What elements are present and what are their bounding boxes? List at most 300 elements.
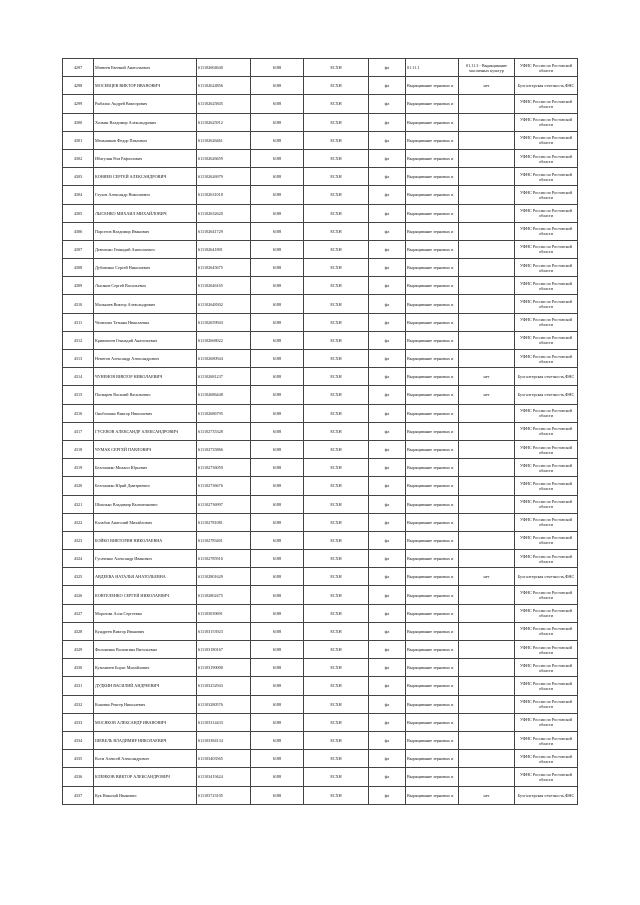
okved-section-cell	[459, 113, 515, 131]
tax-regime-cell: ЕСХН	[304, 513, 369, 531]
inn-number-cell: 611102781081	[197, 513, 251, 531]
row-number-cell: 4336	[63, 768, 94, 786]
activity-description-cell: 01.11.1	[406, 59, 459, 77]
entity-type-cell: фл	[369, 295, 406, 313]
tax-code-cell: 6188	[251, 786, 304, 804]
table-row	[63, 513, 578, 531]
inn-number-cell: 611102645675	[197, 259, 251, 277]
tax-code-cell: 6188	[251, 586, 304, 604]
tax-regime-cell: ЕСХН	[304, 95, 369, 113]
tax-regime-cell: ЕСХН	[304, 677, 369, 695]
entity-type-cell: фл	[369, 331, 406, 349]
tax-regime-cell: ЕСХН	[304, 386, 369, 404]
source-organization-cell: УФНС России по Ростовской области	[515, 295, 578, 313]
entity-type-cell: фл	[369, 149, 406, 167]
source-organization-cell: УФНС России по Ростовской области	[515, 95, 578, 113]
tax-code-cell: 6188	[251, 204, 304, 222]
source-organization-cell: УФНС России по Ростовской области	[515, 513, 578, 531]
row-number-cell: 4318	[63, 440, 94, 458]
table-row	[63, 350, 578, 368]
activity-description-cell: Выращивание зерновых и	[406, 641, 459, 659]
person-name-cell: Гусаченко Александр Иванович	[94, 550, 197, 568]
activity-description-cell: Выращивание зерновых и	[406, 440, 459, 458]
inn-number-cell: 611102735866	[197, 440, 251, 458]
tax-regime-cell: ЕСХН	[304, 131, 369, 149]
entity-type-cell: фл	[369, 550, 406, 568]
entity-type-cell: фл	[369, 513, 406, 531]
row-number-cell: 4324	[63, 550, 94, 568]
activity-description-cell: Выращивание зерновых и	[406, 713, 459, 731]
tax-code-cell: 6188	[251, 695, 304, 713]
source-organization-cell: УФНС России по Ростовской области	[515, 695, 578, 713]
activity-description-cell: Выращивание зерновых и	[406, 513, 459, 531]
entity-type-cell: фл	[369, 259, 406, 277]
row-number-cell: 4298	[63, 77, 94, 95]
table-row	[63, 731, 578, 749]
inn-number-cell: 611102802475	[197, 586, 251, 604]
inn-number-cell: 611103723105	[197, 786, 251, 804]
source-organization-cell: УФНС России по Ростовской области	[515, 586, 578, 604]
tax-code-cell: 6188	[251, 240, 304, 258]
tax-code-cell: 6188	[251, 168, 304, 186]
row-number-cell: 4308	[63, 259, 94, 277]
tax-regime-cell: ЕСХН	[304, 768, 369, 786]
entity-type-cell: фл	[369, 386, 406, 404]
activity-description-cell: Выращивание зерновых и	[406, 240, 459, 258]
source-organization-cell: УФНС России по Ростовской области	[515, 750, 578, 768]
row-number-cell: 4331	[63, 677, 94, 695]
okved-section-cell	[459, 713, 515, 731]
inn-number-cell: 611102736676	[197, 477, 251, 495]
tax-code-cell: 6188	[251, 531, 304, 549]
inn-number-cell: 611103180167	[197, 641, 251, 659]
entity-type-cell: фл	[369, 641, 406, 659]
entity-type-cell: фл	[369, 604, 406, 622]
inn-number-cell: 611103190000	[197, 659, 251, 677]
row-number-cell: 4327	[63, 604, 94, 622]
table-row	[63, 204, 578, 222]
source-organization-cell: Бухгалтерская отчетность,ФНС	[515, 368, 578, 386]
okved-section-cell: 01.11.3 - Выращивание масличных культур	[459, 59, 515, 77]
table-row	[63, 550, 578, 568]
entity-type-cell: фл	[369, 204, 406, 222]
source-organization-cell: УФНС России по Ростовской области	[515, 677, 578, 695]
inn-number-cell: 611102785916	[197, 550, 251, 568]
person-name-cell: Пасмарев Василий Васильевич	[94, 386, 197, 404]
entity-type-cell: фл	[369, 95, 406, 113]
tax-code-cell: 6188	[251, 513, 304, 531]
activity-description-cell: Выращивание зерновых и	[406, 550, 459, 568]
tax-regime-cell: ЕСХН	[304, 222, 369, 240]
okved-section-cell	[459, 422, 515, 440]
activity-description-cell: Выращивание зерновых и	[406, 168, 459, 186]
person-name-cell: Глухов Александр Николаевич	[94, 186, 197, 204]
person-name-cell: Чепилова Татьяна Николаевна	[94, 313, 197, 331]
activity-description-cell: Выращивание зерновых и	[406, 568, 459, 586]
tax-regime-cell: ЕСХН	[304, 495, 369, 513]
tax-regime-cell: ЕСХН	[304, 240, 369, 258]
table-row	[63, 422, 578, 440]
activity-description-cell: Выращивание зерновых и	[406, 204, 459, 222]
table-row	[63, 713, 578, 731]
person-name-cell: КОНЯЕВ СЕРГЕЙ АЛЕКСАНДРОВИЧ	[94, 168, 197, 186]
source-organization-cell: УФНС России по Ростовской области	[515, 459, 578, 477]
entity-type-cell: фл	[369, 350, 406, 368]
okved-section-cell	[459, 149, 515, 167]
tax-regime-cell: ЕСХН	[304, 77, 369, 95]
tax-regime-cell: ЕСХН	[304, 404, 369, 422]
activity-description-cell: Выращивание зерновых и	[406, 404, 459, 422]
okved-section-cell	[459, 440, 515, 458]
okved-section-cell	[459, 750, 515, 768]
inn-number-cell: 611102625845	[197, 95, 251, 113]
okved-section-cell	[459, 550, 515, 568]
source-organization-cell: УФНС России по Ростовской области	[515, 204, 578, 222]
activity-description-cell: Выращивание зерновых и	[406, 768, 459, 786]
tax-regime-cell: ЕСХН	[304, 568, 369, 586]
row-number-cell: 4311	[63, 313, 94, 331]
activity-description-cell: Выращивание зерновых и	[406, 695, 459, 713]
entity-type-cell: фл	[369, 586, 406, 604]
tax-code-cell: 6188	[251, 313, 304, 331]
entity-type-cell: фл	[369, 459, 406, 477]
tax-regime-cell: ЕСХН	[304, 277, 369, 295]
row-number-cell: 4326	[63, 586, 94, 604]
row-number-cell: 4330	[63, 659, 94, 677]
okved-section-cell	[459, 313, 515, 331]
table-row	[63, 477, 578, 495]
entity-type-cell: фл	[369, 313, 406, 331]
row-number-cell: 4307	[63, 240, 94, 258]
table-row	[63, 277, 578, 295]
table-row	[63, 131, 578, 149]
tax-regime-cell: ЕСХН	[304, 786, 369, 804]
table-row	[63, 586, 578, 604]
person-name-cell: Кундреев Виктор Иванович	[94, 622, 197, 640]
person-name-cell: Оноблишко Виктор Николаевич	[94, 404, 197, 422]
activity-description-cell: Выращивание зерновых и	[406, 277, 459, 295]
source-organization-cell: УФНС России по Ростовской области	[515, 422, 578, 440]
table-row	[63, 568, 578, 586]
okved-section-cell	[459, 495, 515, 513]
source-organization-cell: УФНС России по Ростовской области	[515, 59, 578, 77]
row-number-cell: 4304	[63, 186, 94, 204]
activity-description-cell: Выращивание зерновых и	[406, 495, 459, 513]
person-name-cell: МОСЕВЦЕВ ВИКТОР ИВАНОВИЧ	[94, 77, 197, 95]
source-organization-cell: УФНС России по Ростовской области	[515, 531, 578, 549]
tax-code-cell: 6188	[251, 77, 304, 95]
person-name-cell: КЛЕНКОВ ВИКТОР АЛЕКСАНДРОВИЧ	[94, 768, 197, 786]
person-name-cell: Коновко Ренгер Николаевич	[94, 695, 197, 713]
okved-section-cell	[459, 659, 515, 677]
entity-type-cell: фл	[369, 113, 406, 131]
activity-description-cell: Выращивание зерновых и	[406, 259, 459, 277]
tax-code-cell: 6188	[251, 368, 304, 386]
entity-type-cell: фл	[369, 495, 406, 513]
table-row	[63, 259, 578, 277]
source-organization-cell: УФНС России по Ростовской области	[515, 550, 578, 568]
okved-section-cell	[459, 222, 515, 240]
entity-type-cell: фл	[369, 59, 406, 77]
row-number-cell: 4319	[63, 459, 94, 477]
source-organization-cell: УФНС России по Ростовской области	[515, 604, 578, 622]
okved-section-cell	[459, 677, 515, 695]
inn-number-cell: 611102646165	[197, 277, 251, 295]
person-name-cell: Морозова Алла Сергеевна	[94, 604, 197, 622]
source-organization-cell: УФНС России по Ростовской области	[515, 768, 578, 786]
source-organization-cell: УФНС России по Ростовской области	[515, 440, 578, 458]
tax-code-cell: 6188	[251, 331, 304, 349]
tax-regime-cell: ЕСХН	[304, 368, 369, 386]
person-name-cell: Дубовенко Сергей Николаевич	[94, 259, 197, 277]
table-row	[63, 677, 578, 695]
tax-code-cell: 6188	[251, 59, 304, 77]
okved-section-cell	[459, 604, 515, 622]
inn-number-cell: 611103252943	[197, 677, 251, 695]
tax-code-cell: 6188	[251, 186, 304, 204]
row-number-cell: 4337	[63, 786, 94, 804]
tax-code-cell: 6188	[251, 259, 304, 277]
source-organization-cell: УФНС России по Ростовской области	[515, 331, 578, 349]
table-row	[63, 659, 578, 677]
table-row	[63, 750, 578, 768]
entity-type-cell: фл	[369, 731, 406, 749]
source-organization-cell: УФНС России по Ростовской области	[515, 222, 578, 240]
person-name-cell: Малышев Виктор Александрович	[94, 295, 197, 313]
tax-regime-cell: ЕСХН	[304, 422, 369, 440]
source-organization-cell: УФНС России по Ростовской области	[515, 659, 578, 677]
tax-regime-cell: ЕСХН	[304, 113, 369, 131]
inn-number-cell: 611102680944	[197, 350, 251, 368]
inn-number-cell: 611102626461	[197, 131, 251, 149]
person-name-cell: Белоножко Михаил Юрьевич	[94, 459, 197, 477]
tax-code-cell: 6188	[251, 295, 304, 313]
okved-section-cell	[459, 240, 515, 258]
source-organization-cell: УФНС России по Ростовской области	[515, 495, 578, 513]
table-row	[63, 459, 578, 477]
source-organization-cell: УФНС России по Ростовской области	[515, 477, 578, 495]
inn-number-cell: 611102625912	[197, 113, 251, 131]
tax-code-cell: 6188	[251, 386, 304, 404]
inn-number-cell: 611102659943	[197, 313, 251, 331]
person-name-cell: Матвеев Евгений Анатольевич	[94, 59, 197, 77]
tax-regime-cell: ЕСХН	[304, 622, 369, 640]
entity-type-cell: фл	[369, 531, 406, 549]
row-number-cell: 4322	[63, 513, 94, 531]
activity-description-cell: Выращивание зерновых и	[406, 131, 459, 149]
row-number-cell: 4297	[63, 59, 94, 77]
table-row	[63, 404, 578, 422]
row-number-cell: 4332	[63, 695, 94, 713]
tax-regime-cell: ЕСХН	[304, 204, 369, 222]
source-organization-cell: УФНС России по Ростовской области	[515, 149, 578, 167]
tax-regime-cell: ЕСХН	[304, 477, 369, 495]
table-row	[63, 168, 578, 186]
tax-code-cell: 6188	[251, 677, 304, 695]
inn-number-cell: 611102604640	[197, 59, 251, 77]
row-number-cell: 4310	[63, 295, 94, 313]
person-name-cell: БОЙКО ВИКТОРИЯ НИКОЛАЕВНА	[94, 531, 197, 549]
entity-type-cell: фл	[369, 659, 406, 677]
person-name-cell: ШЕВЕЛЬ ВЛАДИМИР НИКОЛАЕВИЧ	[94, 731, 197, 749]
person-name-cell: АВДЕЕВА НАТАЛЬЯ АНАТОЛЬЕВНА	[94, 568, 197, 586]
source-organization-cell: УФНС России по Ростовской области	[515, 259, 578, 277]
activity-description-cell: Выращивание зерновых и	[406, 459, 459, 477]
activity-description-cell: Выращивание зерновых и	[406, 77, 459, 95]
person-name-cell: Кальбов Анатолий Михайлович	[94, 513, 197, 531]
person-name-cell: Демченко Геннадий Анатольевич	[94, 240, 197, 258]
tax-regime-cell: ЕСХН	[304, 586, 369, 604]
tax-code-cell: 6188	[251, 95, 304, 113]
registry-table	[62, 58, 578, 805]
inn-number-cell: 611102648302	[197, 295, 251, 313]
table-row	[63, 768, 578, 786]
tax-code-cell: 6188	[251, 622, 304, 640]
person-name-cell: Белоножко Юрий Дмитриевич	[94, 477, 197, 495]
table-row	[63, 77, 578, 95]
row-number-cell: 4323	[63, 531, 94, 549]
person-name-cell: ГУСЕВОВ АЛЕКСАНДР АЛЕКСАНДРОВИЧ	[94, 422, 197, 440]
okved-section-cell	[459, 350, 515, 368]
tax-regime-cell: ЕСХН	[304, 459, 369, 477]
inn-number-cell: 611102631018	[197, 186, 251, 204]
tax-regime-cell: ЕСХН	[304, 313, 369, 331]
row-number-cell: 4300	[63, 113, 94, 131]
tax-code-cell: 6188	[251, 422, 304, 440]
entity-type-cell: фл	[369, 677, 406, 695]
entity-type-cell: фл	[369, 186, 406, 204]
tax-code-cell: 6188	[251, 750, 304, 768]
tax-code-cell: 6188	[251, 149, 304, 167]
source-organization-cell: УФНС России по Ростовской области	[515, 641, 578, 659]
source-organization-cell: УФНС России по Ростовской области	[515, 313, 578, 331]
tax-regime-cell: ЕСХН	[304, 350, 369, 368]
row-number-cell: 4328	[63, 622, 94, 640]
source-organization-cell: УФНС России по Ростовской области	[515, 186, 578, 204]
person-name-cell: ЛЫСЕНКО МИХАИЛ МИХАЙЛОВИЧ	[94, 204, 197, 222]
inn-number-cell: 611102686795	[197, 404, 251, 422]
okved-section-cell: нет	[459, 786, 515, 804]
activity-description-cell: Выращивание зерновых и	[406, 295, 459, 313]
person-name-cell: Кузьмичев Борис Михайлович	[94, 659, 197, 677]
okved-section-cell	[459, 622, 515, 640]
row-number-cell: 4329	[63, 641, 94, 659]
inn-number-cell: 611102626659	[197, 149, 251, 167]
activity-description-cell: Выращивание зерновых и	[406, 659, 459, 677]
table-row	[63, 149, 578, 167]
tax-code-cell: 6188	[251, 459, 304, 477]
activity-description-cell: Выращивание зерновых и	[406, 677, 459, 695]
activity-description-cell: Выращивание зерновых и	[406, 750, 459, 768]
person-name-cell: Ибатулин Ром Рафаэлович	[94, 149, 197, 167]
activity-description-cell: Выращивание зерновых и	[406, 386, 459, 404]
activity-description-cell: Выращивание зерновых и	[406, 186, 459, 204]
tax-code-cell: 6188	[251, 113, 304, 131]
tax-code-cell: 6188	[251, 495, 304, 513]
row-number-cell: 4315	[63, 386, 94, 404]
row-number-cell: 4316	[63, 404, 94, 422]
inn-number-cell: 611103314433	[197, 713, 251, 731]
table-row	[63, 186, 578, 204]
okved-section-cell	[459, 277, 515, 295]
inn-number-cell: 611102641801	[197, 240, 251, 258]
entity-type-cell: фл	[369, 240, 406, 258]
okved-section-cell	[459, 259, 515, 277]
inn-number-cell: 611102641729	[197, 222, 251, 240]
tax-regime-cell: ЕСХН	[304, 531, 369, 549]
inn-number-cell: 611103039691	[197, 604, 251, 622]
entity-type-cell: фл	[369, 786, 406, 804]
tax-code-cell: 6188	[251, 659, 304, 677]
row-number-cell: 4302	[63, 149, 94, 167]
inn-number-cell: 611102736997	[197, 495, 251, 513]
okved-section-cell	[459, 168, 515, 186]
table-row	[63, 786, 578, 804]
source-organization-cell: Бухгалтерская отчетность,ФНС	[515, 77, 578, 95]
person-name-cell: Рыбалко Андрей Викторович	[94, 95, 197, 113]
row-number-cell: 4334	[63, 731, 94, 749]
tax-code-cell: 6188	[251, 404, 304, 422]
person-name-cell: ЧУНЕНОВ ВИКТОР НИКОЛАЕВИЧ	[94, 368, 197, 386]
activity-description-cell: Выращивание зерновых и	[406, 331, 459, 349]
okved-section-cell	[459, 513, 515, 531]
tax-regime-cell: ЕСХН	[304, 641, 369, 659]
okved-section-cell	[459, 186, 515, 204]
person-name-cell: ЧУМАК СЕРГЕЙ ПАВЛОВИЧ	[94, 440, 197, 458]
row-number-cell: 4321	[63, 495, 94, 513]
tax-regime-cell: ЕСХН	[304, 259, 369, 277]
table-row	[63, 240, 578, 258]
okved-section-cell	[459, 731, 515, 749]
activity-description-cell: Выращивание зерновых и	[406, 350, 459, 368]
activity-description-cell: Выращивание зерновых и	[406, 786, 459, 804]
source-organization-cell: УФНС России по Ростовской области	[515, 168, 578, 186]
row-number-cell: 4333	[63, 713, 94, 731]
person-name-cell: Холкин Владимир Александрович	[94, 113, 197, 131]
okved-section-cell	[459, 331, 515, 349]
okved-section-cell	[459, 641, 515, 659]
tax-code-cell: 6188	[251, 222, 304, 240]
table-row	[63, 222, 578, 240]
tax-regime-cell: ЕСХН	[304, 731, 369, 749]
activity-description-cell: Выращивание зерновых и	[406, 477, 459, 495]
activity-description-cell: Выращивание зерновых и	[406, 113, 459, 131]
okved-section-cell	[459, 95, 515, 113]
tax-regime-cell: ЕСХН	[304, 186, 369, 204]
activity-description-cell: Выращивание зерновых и	[406, 731, 459, 749]
inn-number-cell: 611103153923	[197, 622, 251, 640]
person-name-cell: МОСЯКОВ АЛЕКСАНДР ИВАНОВИЧ	[94, 713, 197, 731]
okved-section-cell	[459, 695, 515, 713]
okved-section-cell	[459, 404, 515, 422]
person-name-cell: Филоненко Валентина Витальевна	[94, 641, 197, 659]
activity-description-cell: Выращивание зерновых и	[406, 622, 459, 640]
person-name-cell: Кук Николай Иванович	[94, 786, 197, 804]
tax-regime-cell: ЕСХН	[304, 695, 369, 713]
entity-type-cell: фл	[369, 768, 406, 786]
tax-code-cell: 6188	[251, 768, 304, 786]
source-organization-cell: Бухгалтерская отчетность,ФНС	[515, 568, 578, 586]
entity-type-cell: фл	[369, 131, 406, 149]
person-name-cell: Кривошеев Геннадий Анатольевич	[94, 331, 197, 349]
okved-section-cell	[459, 768, 515, 786]
tax-code-cell: 6188	[251, 641, 304, 659]
tax-regime-cell: ЕСХН	[304, 659, 369, 677]
source-organization-cell: УФНС России по Ростовской области	[515, 113, 578, 131]
inn-number-cell: 611103280576	[197, 695, 251, 713]
table-row	[63, 113, 578, 131]
entity-type-cell: фл	[369, 750, 406, 768]
